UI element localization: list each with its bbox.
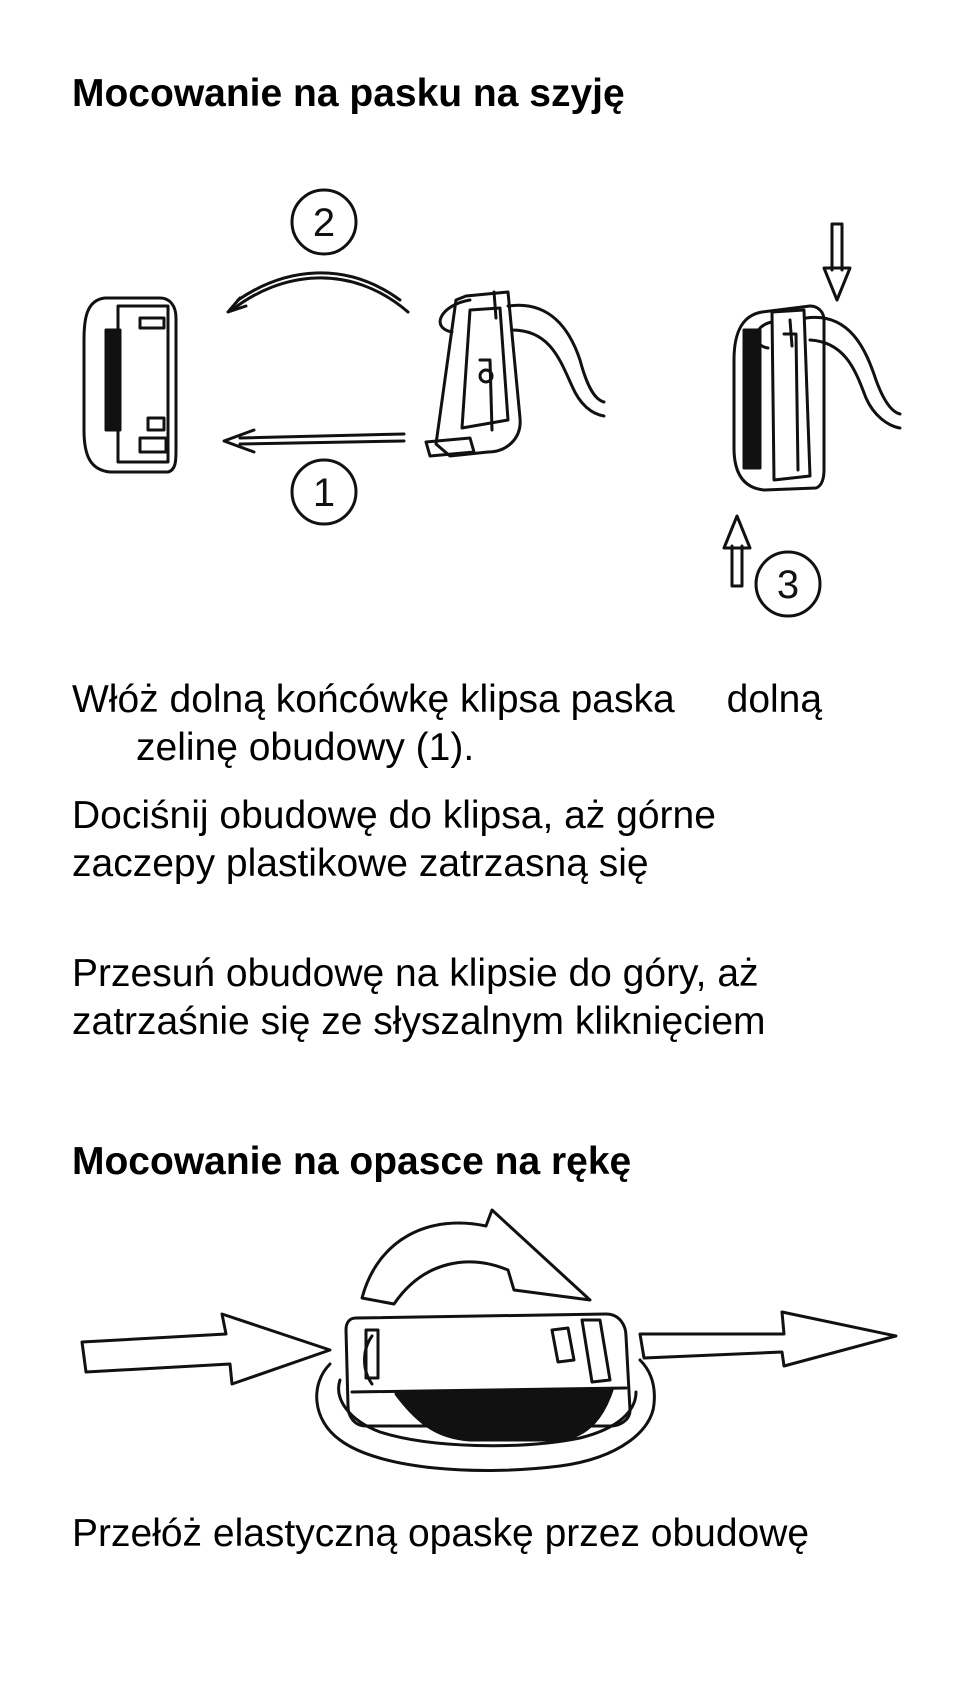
wristband-illustration [0, 1200, 954, 1490]
housing-side-view-icon [84, 298, 176, 472]
neck-strap-illustration [0, 180, 954, 630]
step-3-line-1: Przesuń obudowę na klipsie do góry, aż [72, 952, 759, 995]
belt-clip-icon [426, 292, 604, 456]
left-arrow-icon [224, 430, 404, 452]
right-arrow-left-icon [82, 1314, 330, 1384]
right-arrow-right-icon [640, 1312, 896, 1366]
step-1-label: 1 [312, 471, 336, 515]
step-1-text [72, 676, 822, 772]
step-1-line-1a: Włóż dolną końcówkę klipsa paska [72, 678, 675, 721]
step-3-text [72, 950, 766, 1046]
step-2-label: 2 [312, 201, 336, 245]
step-3-line-2: zatrzaśnie się ze słyszalnym kliknięciem [72, 1000, 766, 1043]
wristband-instruction: Przełóż elastyczną opaskę przez obudowę [72, 1512, 810, 1555]
step-1-line-2: zelinę obudowy (1). [136, 726, 475, 769]
step-1-line-1b: dolną [726, 678, 823, 721]
section-heading-neck-strap: Mocowanie na pasku na szyję [72, 72, 625, 115]
step-3-label: 3 [776, 563, 800, 607]
assembled-housing-clip-icon [734, 306, 900, 490]
step-2-line-1: Dociśnij obudowę do klipsa, aż górne [72, 794, 716, 837]
curved-arrow-icon [228, 273, 408, 312]
step-2-line-2: zaczepy plastikowe zatrzasną się [72, 842, 649, 885]
up-arrow-icon [724, 516, 750, 586]
curved-arrow-icon [362, 1210, 590, 1304]
step-2-text [72, 792, 716, 888]
down-arrow-icon [824, 224, 850, 300]
section-heading-wristband: Mocowanie na opasce na rękę [72, 1140, 632, 1183]
